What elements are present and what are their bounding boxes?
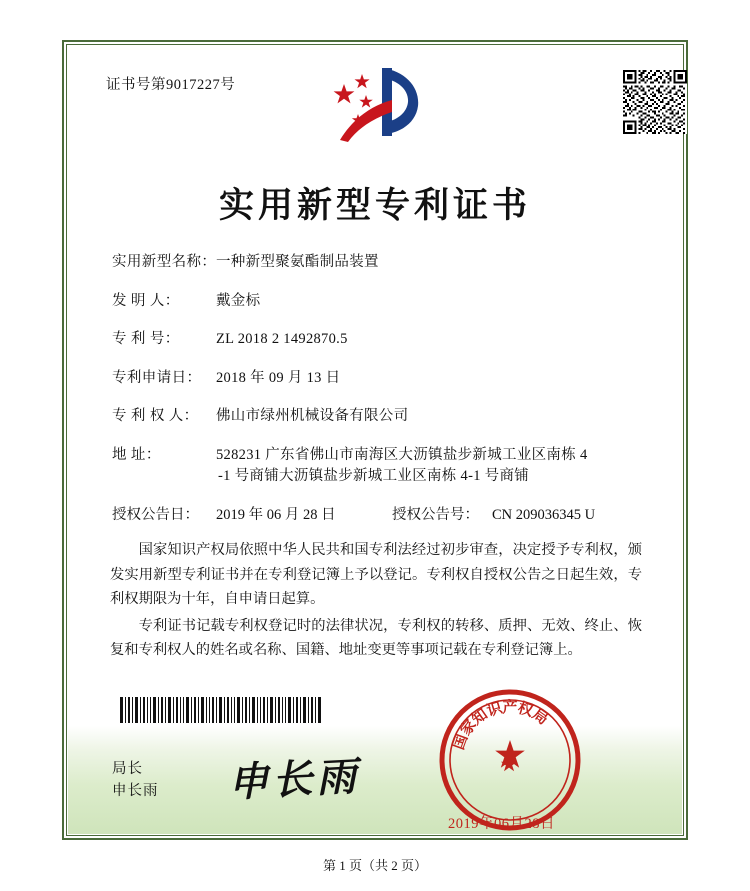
qr-code-icon [623,70,687,134]
svg-text:局: 局 [529,706,551,729]
field-row-application-date [112,371,652,386]
field-row-patentee [112,409,652,424]
director-title-label: 局长 [112,761,143,777]
signature-block [112,758,159,803]
field-value-grant-date: 2019 年 06 月 28 日 [216,506,336,523]
field-row-name [112,255,652,270]
field-value-grant-number: CN 209036345 U [492,506,596,523]
field-value-application-date: 2018 年 09 月 13 日 [216,369,341,386]
field-label-inventor: 发 明 人： [112,292,180,309]
field-label-application-date: 专利申请日： [112,369,202,386]
seal-date: 2019年06月28日 [448,816,555,832]
svg-text:国: 国 [451,732,472,753]
field-label-grant-date: 授权公告日： [112,506,199,523]
svg-text:识: 识 [485,700,505,721]
official-red-seal-icon [438,688,582,832]
field-label-patent-number: 专 利 号： [112,331,180,347]
director-name-label: 申长雨 [112,783,159,800]
legal-paragraph-1: 国家知识产权局依照中华人民共和国专利法经过初步审查，决定授予专利权，颁发实用新型专利证书并在专利登记簿上予以登记。专利权自授权公告之日起生效，专利权期限为十年，自申请日起算。 [110,542,642,608]
field-label-patentee: 专 利 权 人： [112,408,199,424]
svg-text:知: 知 [469,706,491,729]
certificate-number: 证书号第9017227号 [106,77,236,93]
field-row-grant [112,508,652,523]
legal-paragraph-2: 专利证书记载专利权登记时的法律状况，专利权的转移、质押、无效、终止、恢复和专利权人的姓名或名称、国籍、地址变更等事项记载在专利登记簿上。 [110,617,642,659]
svg-text:产: 产 [502,700,518,716]
field-value-patent-number: ZL 2018 2 1492870.5 [216,331,348,347]
field-row-address [112,448,652,484]
field-label-grant-number: 授权公告号： [392,506,479,523]
barcode-icon [120,697,322,723]
field-label-address: 地 址： [112,446,161,463]
svg-text:家: 家 [458,717,480,739]
page-footer: 第 1 页（共 2 页） [322,858,427,873]
page-title: 实用新型专利证书 [218,186,531,225]
field-row-inventor [112,294,652,309]
svg-text:权: 权 [515,700,535,721]
cnipa-logo-icon [330,62,426,156]
green-gradient-band [68,726,682,834]
field-value-address-line1: 528231 广东省佛山市南海区大沥镇盐步新城工业区南栋 4 [216,446,588,463]
legal-text-block [110,538,642,665]
field-value-utility-model-name: 一种新型聚氨酯制品装置 [216,254,379,270]
field-list [112,255,652,540]
field-value-address-line2: -1 号商铺大沥镇盐步新城工业区南栋 4-1 号商铺 [218,468,530,484]
field-label-utility-model-name: 实用新型名称： [112,254,217,270]
handwritten-signature: 申长雨 [227,753,362,806]
field-value-patentee: 佛山市绿州机械设备有限公司 [216,408,409,424]
field-value-inventor: 戴金标 [216,292,261,309]
field-row-patent-number [112,332,652,347]
field-value-address [216,448,652,484]
